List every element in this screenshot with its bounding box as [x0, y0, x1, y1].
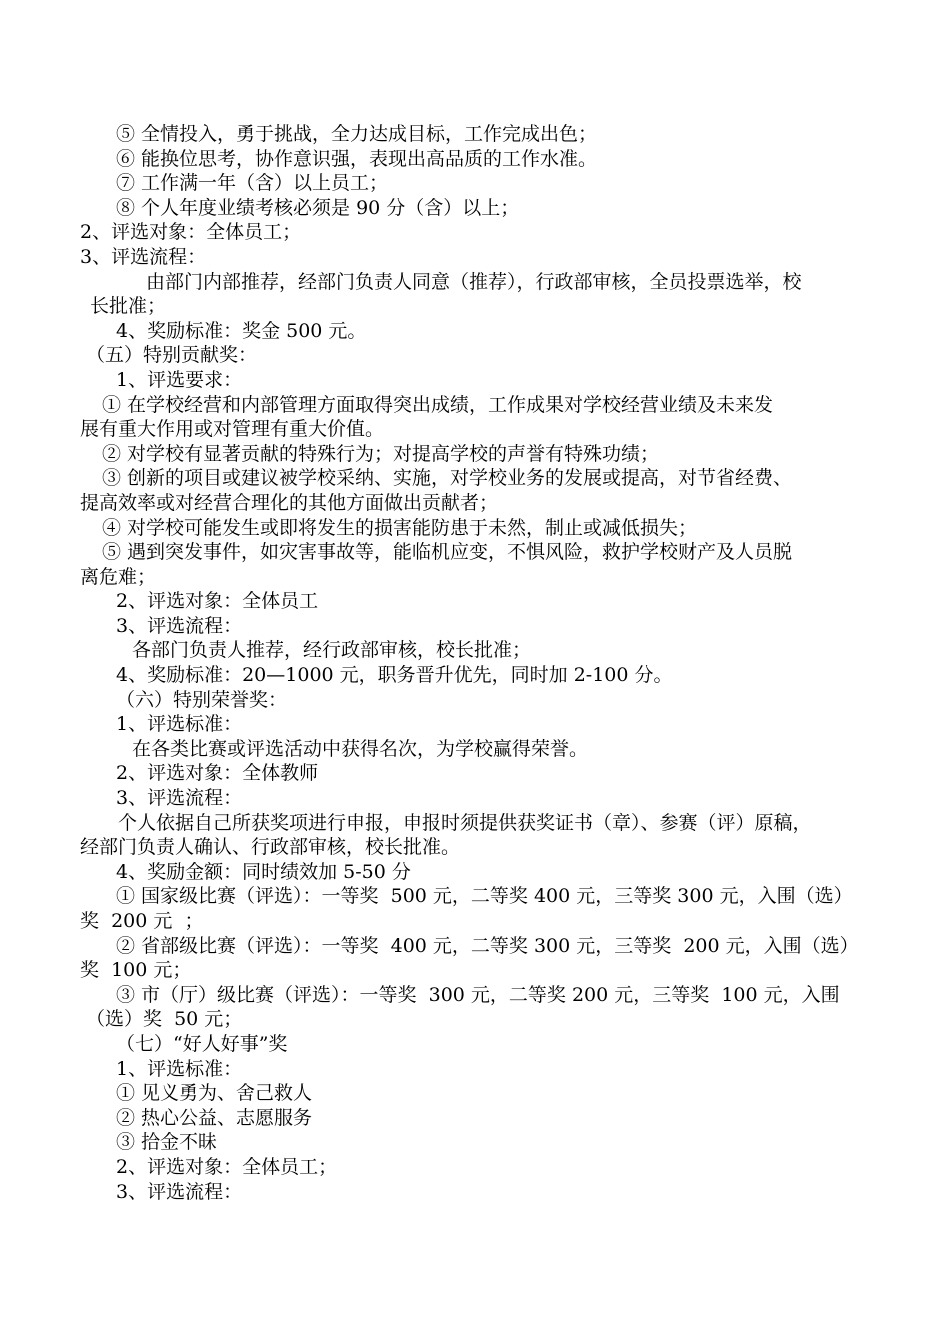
text-line: ③ 创新的项目或建议被学校采纳、实施，对学校业务的发展或提高，对节省经费、	[102, 467, 793, 490]
text-line: （五）特别贡献奖：	[86, 344, 258, 367]
text-line: 奖 200 元 ；	[80, 910, 204, 932]
text-line: 2、评选对象：全体员工；	[80, 221, 302, 244]
text-line: 3、评选流程：	[116, 787, 243, 810]
text-line: 展有重大作用或对管理有重大价值。	[80, 418, 385, 441]
text-line: 3、评选流程：	[116, 614, 243, 637]
text-line: ④ 对学校可能发生或即将发生的损害能防患于未然，制止或减低损失；	[102, 516, 698, 539]
text-line: ② 热心公益、志愿服务	[116, 1106, 313, 1129]
text-line: 1、评选标准：	[116, 1057, 243, 1080]
text-line: 长批准；	[90, 295, 167, 318]
text-line: 个人依据自己所获奖项进行申报，申报时须提供获奖证书（章）、参赛（评）原稿，	[118, 811, 812, 834]
text-line: （六）特别荣誉奖：	[116, 688, 288, 711]
text-line: ② 省部级比赛（评选）：一等奖 400 元，二等奖 300 元，三等奖 200 元，入围（选）	[116, 934, 859, 957]
text-line: ③ 市（厅）级比赛（评选）：一等奖 300 元，二等奖 200 元，三等奖 100 元，入围	[116, 983, 840, 1006]
text-line: ① 国家级比赛（评选）：一等奖 500 元，二等奖 400 元，三等奖 300 元，入围（选）	[116, 885, 853, 908]
text-line: 4、奖励金额：同时绩效加 5-50 分	[116, 860, 411, 883]
text-line: 提高效率或对经营合理化的其他方面做出贡献者；	[80, 491, 499, 514]
text-line: 4、奖励标准：奖金 500 元。	[116, 319, 367, 342]
text-line: ⑧ 个人年度业绩考核必须是 90 分（含）以上；	[116, 196, 520, 219]
text-line: 奖 100 元；	[80, 959, 192, 982]
text-line: ③ 拾金不昧	[116, 1131, 218, 1154]
text-line: 3、评选流程：	[80, 245, 207, 268]
text-line: ⑦ 工作满一年（含）以上员工；	[116, 172, 389, 195]
text-line: 3、评选流程：	[116, 1180, 243, 1203]
document-body	[80, 122, 890, 1204]
text-line: 经部门负责人确认、行政部审核，校长批准。	[80, 836, 461, 859]
text-line: 2、评选对象：全体员工；	[116, 1155, 338, 1178]
text-line: ① 见义勇为、舍己救人	[116, 1082, 313, 1105]
text-line: 1、评选要求：	[116, 368, 243, 391]
text-line: ⑤ 遇到突发事件，如灾害事故等，能临机应变，不惧风险，救护学校财产及人员脱	[102, 541, 793, 564]
text-line: ② 对学校有显著贡献的特殊行为；对提高学校的声誉有特殊功绩；	[102, 442, 660, 465]
text-line: ① 在学校经营和内部管理方面取得突出成绩，工作成果对学校经营业绩及未来发	[102, 393, 774, 416]
text-line: 2、评选对象：全体教师	[116, 762, 319, 785]
text-line: ⑤ 全情投入，勇于挑战，全力达成目标，工作完成出色；	[116, 123, 598, 145]
text-line: 2、评选对象：全体员工	[116, 590, 319, 613]
text-line: 离危难；	[80, 565, 157, 588]
text-line: ⑥ 能换位思考，协作意识强，表现出高品质的工作水准。	[116, 147, 598, 170]
text-line: 在各类比赛或评选活动中获得名次，为学校赢得荣誉。	[132, 737, 589, 760]
text-line: 各部门负责人推荐，经行政部审核，校长批准；	[132, 639, 532, 662]
text-line: 1、评选标准：	[116, 713, 243, 736]
text-line: 4、奖励标准：20—1000 元，职务晋升优先，同时加 2-100 分。	[116, 664, 673, 687]
text-line: 由部门内部推荐，经部门负责人同意（推荐），行政部审核，全员投票选举，校	[146, 270, 802, 293]
text-line: （选）奖 50 元；	[86, 1008, 243, 1031]
text-line: （七）“好人好事”奖	[116, 1032, 288, 1055]
